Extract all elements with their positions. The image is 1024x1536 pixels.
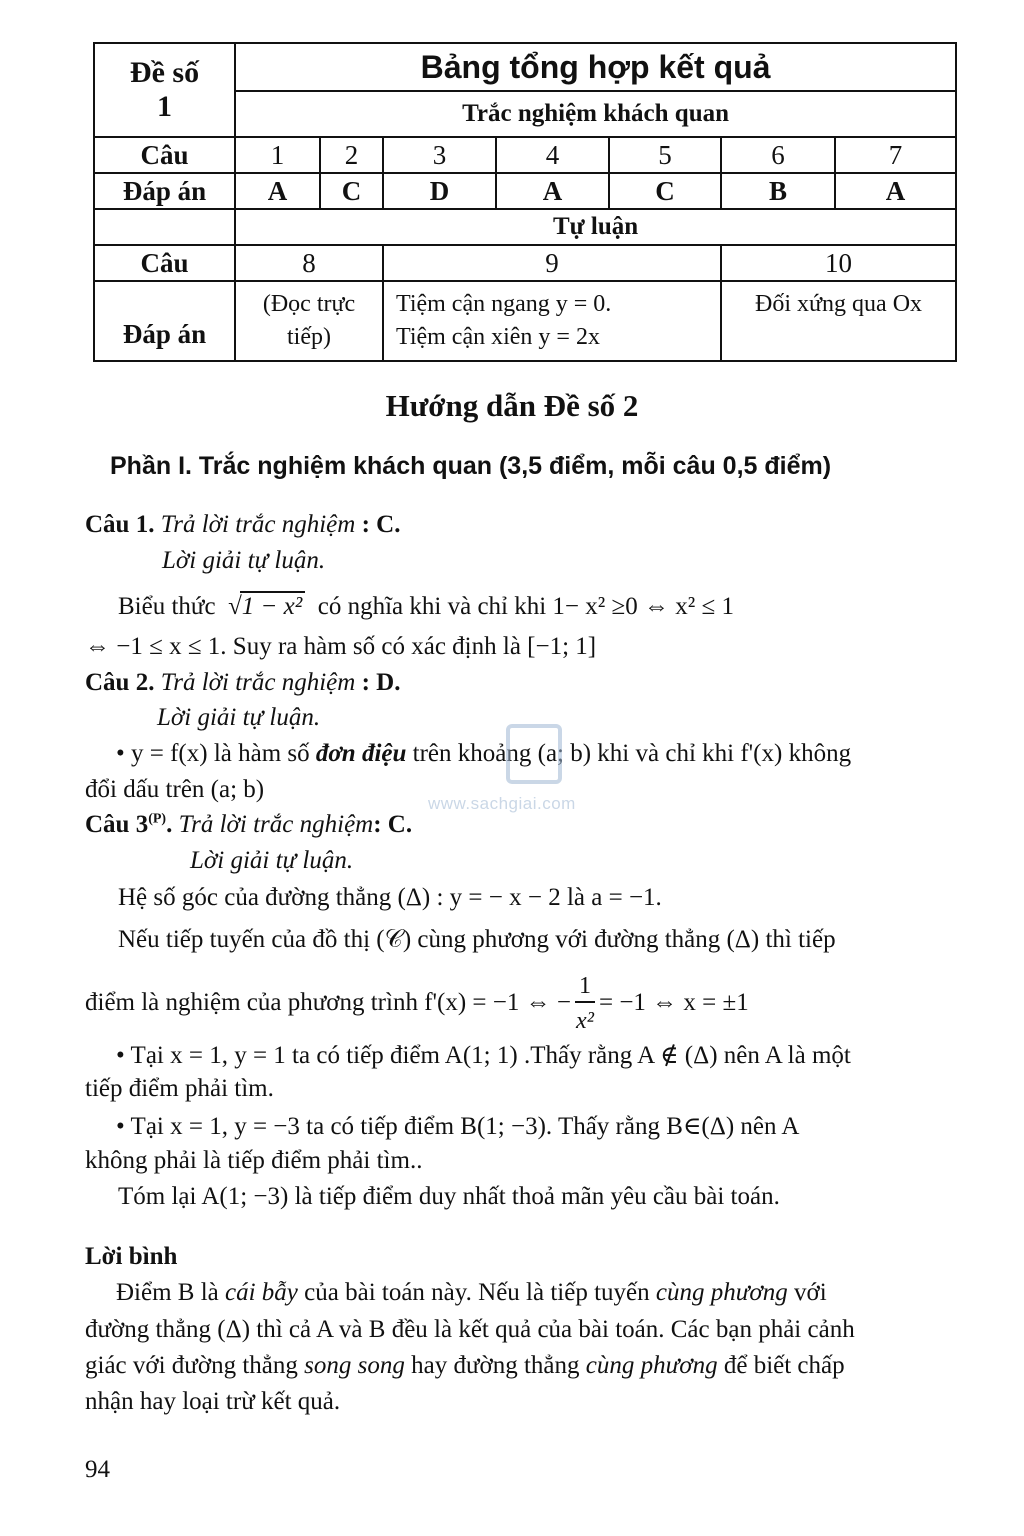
page-number: 94 — [85, 1456, 110, 1483]
q1-line1-a: Biểu thức — [118, 593, 216, 620]
q3-answer: : C. — [373, 811, 413, 838]
loi-binh-l3-a: giác với đường thẳng — [85, 1352, 298, 1379]
watermark — [418, 724, 618, 814]
q3-line6: • Tại x = 1, y = −3 ta có tiếp điểm B(1; −3). Thấy rằng B∈(Δ) nên A — [116, 1113, 800, 1140]
tl-answer-8-line2: tiếp) — [287, 324, 331, 350]
q3-frac-num: 1 — [575, 974, 595, 1003]
q3-label: Câu 3 — [85, 811, 149, 838]
cau-label: Câu — [94, 137, 235, 173]
dap-an-label: Đáp án — [94, 281, 235, 361]
blank-cell — [94, 209, 235, 245]
tl-question: 10 — [721, 245, 956, 281]
q3-sub: Lời giải tự luận. — [190, 847, 354, 874]
q1-line2: ⇔ −1 ≤ x ≤ 1. Suy ra hàm số có xác định là [−1; 1] — [85, 633, 597, 660]
de-so-number: 1 — [157, 90, 172, 123]
q2-line2: đổi dấu trên (a; b) — [85, 776, 265, 803]
q1-line1: Biểu thức √1 − x² có nghĩa khi và chỉ khi 1− x² ≥0 ⇔ x² ≤ 1 — [118, 593, 734, 620]
loi-binh-line3 — [85, 1352, 845, 1380]
loi-binh-l3-emph1: song song — [304, 1352, 405, 1379]
tl-question: 9 — [383, 245, 721, 281]
q2-sub: Lời giải tự luận. — [157, 704, 321, 731]
q3-line2: Nếu tiếp tuyến của đồ thị (𝒞) cùng phương với đường thẳng (Δ) thì tiếp — [118, 926, 836, 953]
watermark-url: www.sachgiai.com — [428, 794, 576, 813]
watermark-logo-icon — [506, 724, 562, 784]
q3-line4: • Tại x = 1, y = 1 ta có tiếp điểm A(1; 1) .Thấy rằng A ∉ (Δ) nên A là một — [116, 1042, 851, 1069]
dap-an-label: Đáp án — [94, 173, 235, 209]
loi-binh-l1-emph1: cái bẫy — [225, 1279, 298, 1306]
mc-answer: D — [383, 173, 496, 209]
q3-line5: tiếp điểm phải tìm. — [85, 1075, 274, 1102]
q1-answer-label: Trả lời trắc nghiệm — [160, 511, 356, 538]
mc-answer: B — [721, 173, 835, 209]
tl-answer-10: Đối xứng qua Ox — [721, 281, 956, 361]
de-so-label: Đề số — [129, 56, 200, 89]
q3-line7: không phải là tiếp điểm phải tìm.. — [85, 1147, 423, 1174]
q3-line3-b: = −1 ⇔ x = ±1 — [598, 989, 749, 1016]
tl-answer-9-line2: Tiệm cận xiên y = 2x — [396, 324, 600, 350]
q2-line1-emph: đơn điệu — [315, 740, 407, 767]
guide-heading: Hướng dẫn Đề số 2 — [385, 388, 639, 423]
q1-answer-line — [85, 511, 400, 539]
tl-answer-9 — [383, 281, 721, 361]
table-title: Bảng tổng hợp kết quả — [235, 43, 956, 91]
q1-line1-b: có nghĩa khi và chỉ khi 1− x² ≥0 ⇔ x² ≤ 1 — [317, 593, 734, 620]
part-1-heading: Phần I. Trắc nghiệm khách quan (3,5 điểm, mỗi câu 0,5 điểm) — [110, 452, 832, 480]
mc-answer: A — [496, 173, 609, 209]
q3-line3 — [85, 968, 749, 1038]
q1-answer: : C. — [361, 511, 401, 538]
section-tnkq: Trắc nghiệm khách quan — [235, 91, 956, 137]
q2-answer: : D. — [361, 669, 401, 696]
q3-line8: Tóm lại A(1; −3) là tiếp điểm duy nhất thoả mãn yêu cầu bài toán. — [118, 1183, 780, 1210]
tl-answer-9-line1: Tiệm cận ngang y = 0. — [396, 291, 612, 317]
loi-binh-l3-b: hay đường thẳng — [411, 1352, 580, 1379]
tl-answer-8-line1: (Đọc trực — [262, 291, 356, 317]
loi-binh-line2: đường thẳng (Δ) thì cả A và B đều là kết quả của bài toán. Các bạn phải cảnh — [85, 1316, 855, 1343]
q3-label-dot: . — [166, 811, 173, 838]
loi-binh-line4: nhận hay loại trừ kết quả. — [85, 1388, 341, 1415]
q3-sup: (P) — [148, 811, 167, 827]
mc-answer: A — [235, 173, 320, 209]
mc-question: 2 — [320, 137, 383, 173]
q3-line1: Hệ số góc của đường thẳng (Δ) : y = − x − 2 là a = −1. — [118, 884, 662, 911]
mc-question: 3 — [383, 137, 496, 173]
loi-binh-l3-c: để biết chấp — [723, 1352, 845, 1379]
results-table — [93, 42, 957, 362]
q2-answer-label: Trả lời trắc nghiệm — [160, 669, 356, 696]
q3-fraction — [575, 974, 595, 1033]
mc-question: 5 — [609, 137, 721, 173]
q1-label: Câu 1. — [85, 511, 155, 538]
q2-answer-line — [85, 669, 400, 697]
mc-answer: A — [835, 173, 956, 209]
q1-sqrt: 1 − x² — [240, 591, 305, 621]
mc-question: 1 — [235, 137, 320, 173]
loi-binh-l1-a: Điểm B là — [116, 1279, 219, 1306]
tl-question: 8 — [235, 245, 383, 281]
loi-binh-l1-b: của bài toán này. Nếu là tiếp tuyến — [304, 1279, 650, 1306]
loi-binh-l1-c: với — [793, 1279, 827, 1306]
tl-answer-8 — [235, 281, 383, 361]
mc-question: 4 — [496, 137, 609, 173]
q1-sub: Lời giải tự luận. — [162, 547, 326, 574]
q2-line1-a: • y = f(x) là hàm số — [116, 740, 310, 767]
mc-question: 7 — [835, 137, 956, 173]
de-so-cell — [94, 43, 235, 137]
q3-frac-den: x² — [576, 1007, 594, 1034]
loi-binh-l3-emph2: cùng phương — [585, 1352, 718, 1379]
loi-binh-line1 — [116, 1279, 827, 1307]
mc-answer: C — [609, 173, 721, 209]
q3-answer-label: Trả lời trắc nghiệm — [178, 811, 374, 838]
section-tl: Tự luận — [235, 209, 956, 245]
q2-label: Câu 2. — [85, 669, 155, 696]
cau-label: Câu — [94, 245, 235, 281]
mc-answer: C — [320, 173, 383, 209]
loi-binh-l1-emph2: cùng phương — [655, 1279, 788, 1306]
q3-answer-line — [85, 811, 412, 839]
q3-line3-a: điểm là nghiệm của phương trình f'(x) = −1 ⇔ − — [85, 989, 571, 1016]
loi-binh-title: Lời bình — [85, 1243, 178, 1270]
q2-line1-b: trên khoảng (a; b) khi và chỉ khi f'(x) không — [412, 740, 852, 767]
mc-question: 6 — [721, 137, 835, 173]
